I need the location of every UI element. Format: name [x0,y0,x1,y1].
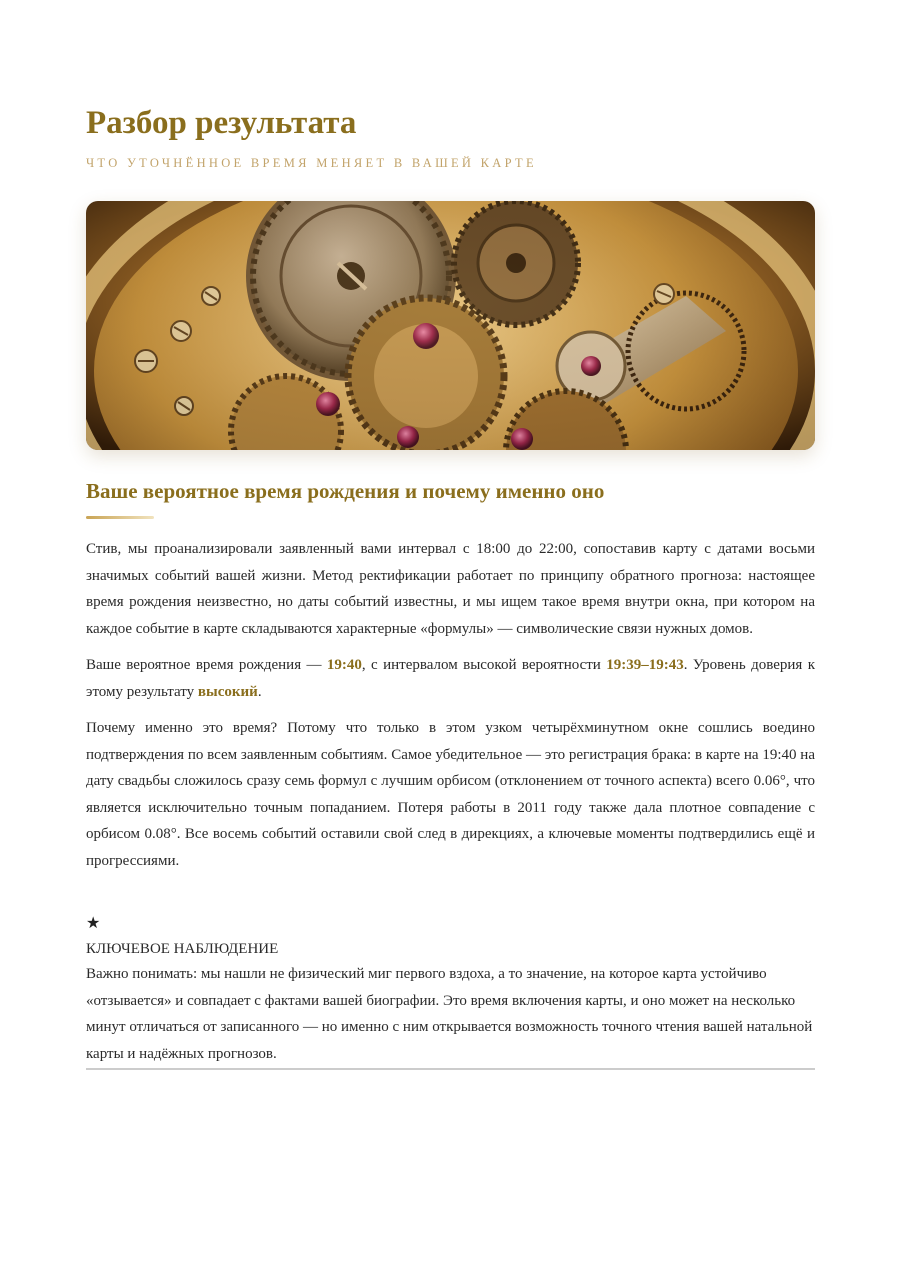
result-text-3: . Уровень доверия к этому результату [86,657,815,700]
page-title: Разбор результата [86,105,357,141]
result-text-2: , с интервалом высокой вероятности [361,657,607,673]
star-icon: ★ [86,915,101,932]
note-divider [86,1068,815,1070]
confidence-level-value: высокий [197,683,258,700]
pocket-watch-mechanism-image [86,201,815,450]
section-title: Ваше вероятное время рождения и почему именно оно [86,479,605,503]
section-body [86,536,815,884]
note-text: Важно понимать: мы нашли не физический миг первого вздоха, а то значение, на которое карта устойчиво «отзывается» и совпадает с фактами вашей биографии. Это время включения карты, и оно может на несколько минут отличаться от записанного — но именно с ним открывается возможность точного чтения вашей натальной карты и надёжных прогнозов. [86,966,813,1062]
paragraph-reasoning: Почему именно это время? Потому что только в этом узком четырёхминутном окне сошлись воедино подтверждения по всем заявленным событиям. Самое убедительное — это регистрация брака: в карте на 19:40 на дату свадьбы сложилось сразу семь формул с лучшим орбисом (отклонением от точного аспекта) всего 0.06°, что является исключительно точным попаданием. Потеря работы в 2011 году также дала плотное совпадение с орбисом 0.08°. Все восемь событий оставили свой след в дирекциях, а ключевые моменты подтвердились ещё и прогрессиями. [86,720,815,869]
paragraph-result [86,652,815,705]
result-text-1: Ваше вероятное время рождения — [86,657,327,673]
birth-time-value: 19:40 [326,657,362,673]
page-subtitle: ЧТО УТОЧНЁННОЕ ВРЕМЯ МЕНЯЕТ В ВАШЕЙ КАРТЕ [86,156,537,170]
result-text-4: . [257,683,262,700]
key-observation-note [86,912,815,1070]
section-title-underline [86,516,154,519]
note-label: КЛЮЧЕВОЕ НАБЛЮДЕНИЕ [86,941,279,957]
probability-interval-value: 19:39–19:43 [606,657,684,673]
paragraph-method: Стив, мы проанализировали заявленный вами интервал с 18:00 до 22:00, сопоставив карту с датами восьми значимых событий вашей жизни. Метод ректификации работает по принципу обратного прогноза: настоящее время рождения неизвестно, но даты событий известны, и мы ищем такое время внутри окна, при котором на каждое событие в карте складываются характерные «формулы» — символические связи нужных домов. [86,541,815,637]
